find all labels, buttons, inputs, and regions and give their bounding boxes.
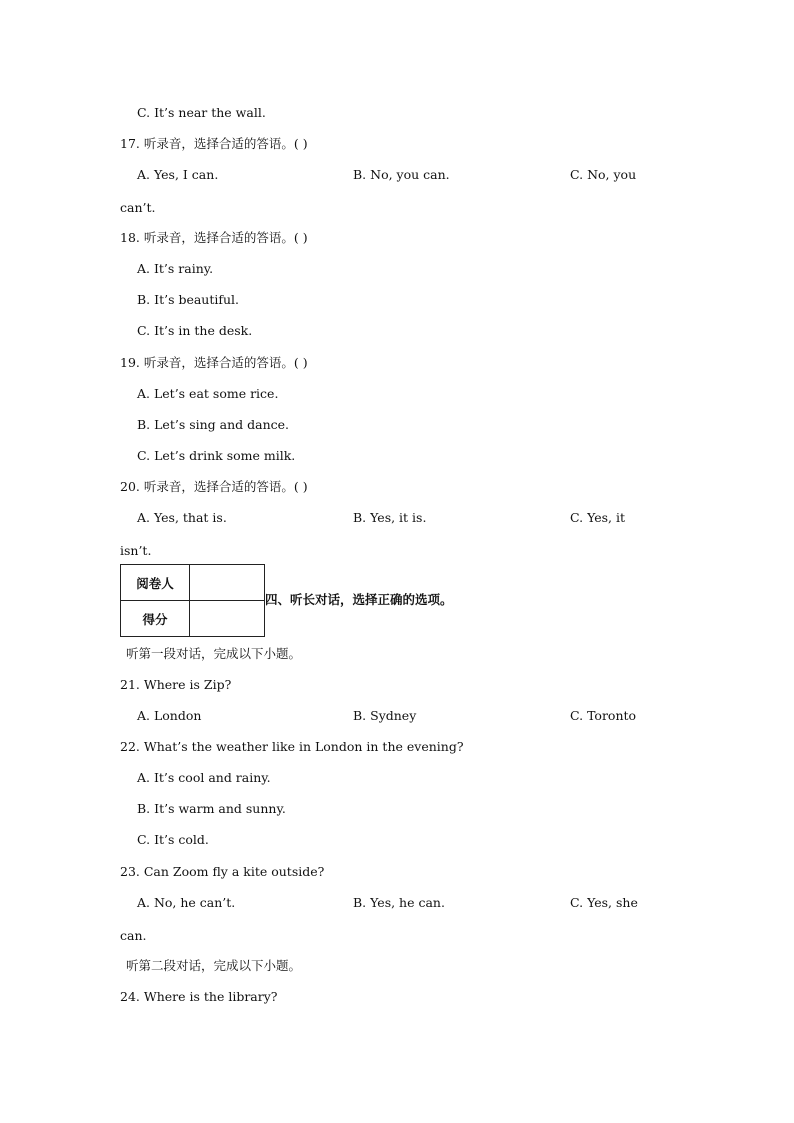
q17-option-c: C. No, you [570, 167, 637, 182]
q17-option-c-wrap: can’t. [120, 200, 156, 215]
q20-option-c: C. Yes, it [570, 510, 626, 525]
q19-option-a: A. Let’s eat some rice. [137, 386, 279, 401]
q24-stem: 24. Where is the library? [120, 989, 278, 1004]
q19-option-c: C. Let’s drink some milk. [137, 448, 296, 463]
dialog-2-intro: 听第二段对话，完成以下小题。 [126, 958, 302, 973]
q22-option-c: C. It’s cold. [137, 832, 209, 847]
q23-option-c-wrap: can. [120, 928, 147, 943]
q23-option-c: C. Yes, she [570, 895, 638, 910]
q20-stem: 20. 听录音，选择合适的答语。( ) [120, 479, 308, 494]
q23-option-b: B. Yes, he can. [353, 895, 445, 910]
q17-option-a: A. Yes, I can. [137, 167, 219, 182]
q19-option-b: B. Let’s sing and dance. [137, 417, 290, 432]
score-label: 得分 [121, 601, 190, 637]
score-cell [190, 601, 265, 637]
q18-option-a: A. It’s rainy. [137, 261, 214, 276]
grader-row-reviewer [121, 565, 265, 601]
grader-row-score [121, 601, 265, 637]
q17-stem: 17. 听录音，选择合适的答语。( ) [120, 136, 308, 151]
q18-option-b: B. It’s beautiful. [137, 292, 240, 307]
q20-option-c-wrap: isn’t. [120, 543, 152, 558]
q18-option-c: C. It’s in the desk. [137, 323, 253, 338]
q23-option-a: A. No, he can’t. [137, 895, 236, 910]
q17-option-b: B. No, you can. [353, 167, 450, 182]
grader-table [120, 564, 265, 637]
dialog-1-intro: 听第一段对话，完成以下小题。 [126, 646, 302, 661]
q16-option-c: C. It’s near the wall. [137, 105, 266, 120]
q22-option-a: A. It’s cool and rainy. [137, 770, 271, 785]
q20-option-b: B. Yes, it is. [353, 510, 427, 525]
q21-option-c: C. Toronto [570, 708, 637, 723]
q21-option-b: B. Sydney [353, 708, 417, 723]
q21-option-a: A. London [137, 708, 202, 723]
q22-option-b: B. It’s warm and sunny. [137, 801, 286, 816]
reviewer-label: 阅卷人 [121, 565, 190, 601]
reviewer-cell [190, 565, 265, 601]
q23-stem: 23. Can Zoom fly a kite outside? [120, 864, 325, 879]
q21-stem: 21. Where is Zip? [120, 677, 232, 692]
q18-stem: 18. 听录音，选择合适的答语。( ) [120, 230, 308, 245]
q20-option-a: A. Yes, that is. [137, 510, 227, 525]
q19-stem: 19. 听录音，选择合适的答语。( ) [120, 355, 308, 370]
q22-stem: 22. What’s the weather like in London in the evening? [120, 739, 464, 754]
section-4-title: 四、听长对话，选择正确的选项。 [265, 592, 453, 607]
